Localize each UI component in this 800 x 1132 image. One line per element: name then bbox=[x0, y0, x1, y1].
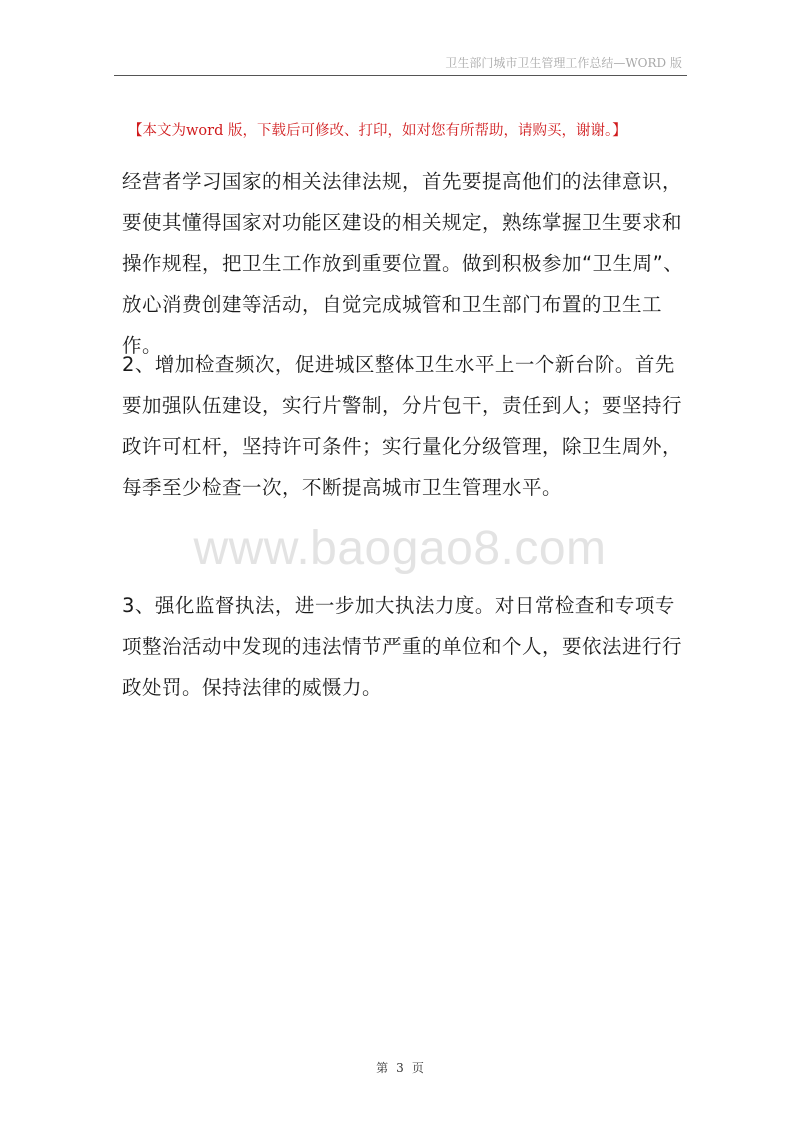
site-watermark: www.baogao8.com bbox=[193, 522, 607, 575]
page-number-suffix: 页 bbox=[411, 1061, 424, 1075]
header-divider bbox=[114, 75, 687, 76]
body-paragraph: 经营者学习国家的相关法律法规，首先要提高他们的法律意识，要使其懂得国家对功能区建设的相关规定，熟练掌握卫生要求和操作规程，把卫生工作放到重要位置。做到积极参加“卫生周”、放心消费创建等活动，自觉完成城管和卫生部门布置的卫生工作。 bbox=[122, 170, 684, 357]
purchase-notice: 【本文为word 版，下载后可修改、打印，如对您有所帮助，请购买，谢谢。】 bbox=[128, 123, 627, 139]
page-number bbox=[0, 1059, 800, 1076]
body-paragraph: 3、强化监督执法，进一步加大执法力度。对日常检查和专项专项整治活动中发现的违法情节严重的单位和个人，要依法进行行政处罚。保持法律的威慑力。 bbox=[122, 594, 683, 699]
page-number-value: 3 bbox=[396, 1061, 404, 1075]
body-paragraph: 2、增加检查频次，促进城区整体卫生水平上一个新台阶。首先要加强队伍建设，实行片警制，分片包干，责任到人；要坚持行政许可杠杆，坚持许可条件；实行量化分级管理，除卫生周外，每季至少检查一次，不断提高城市卫生管理水平。 bbox=[122, 353, 683, 499]
document-header-title: 卫生部门城市卫生管理工作总结—WORD 版 bbox=[445, 56, 682, 70]
page-number-prefix: 第 bbox=[376, 1061, 389, 1075]
